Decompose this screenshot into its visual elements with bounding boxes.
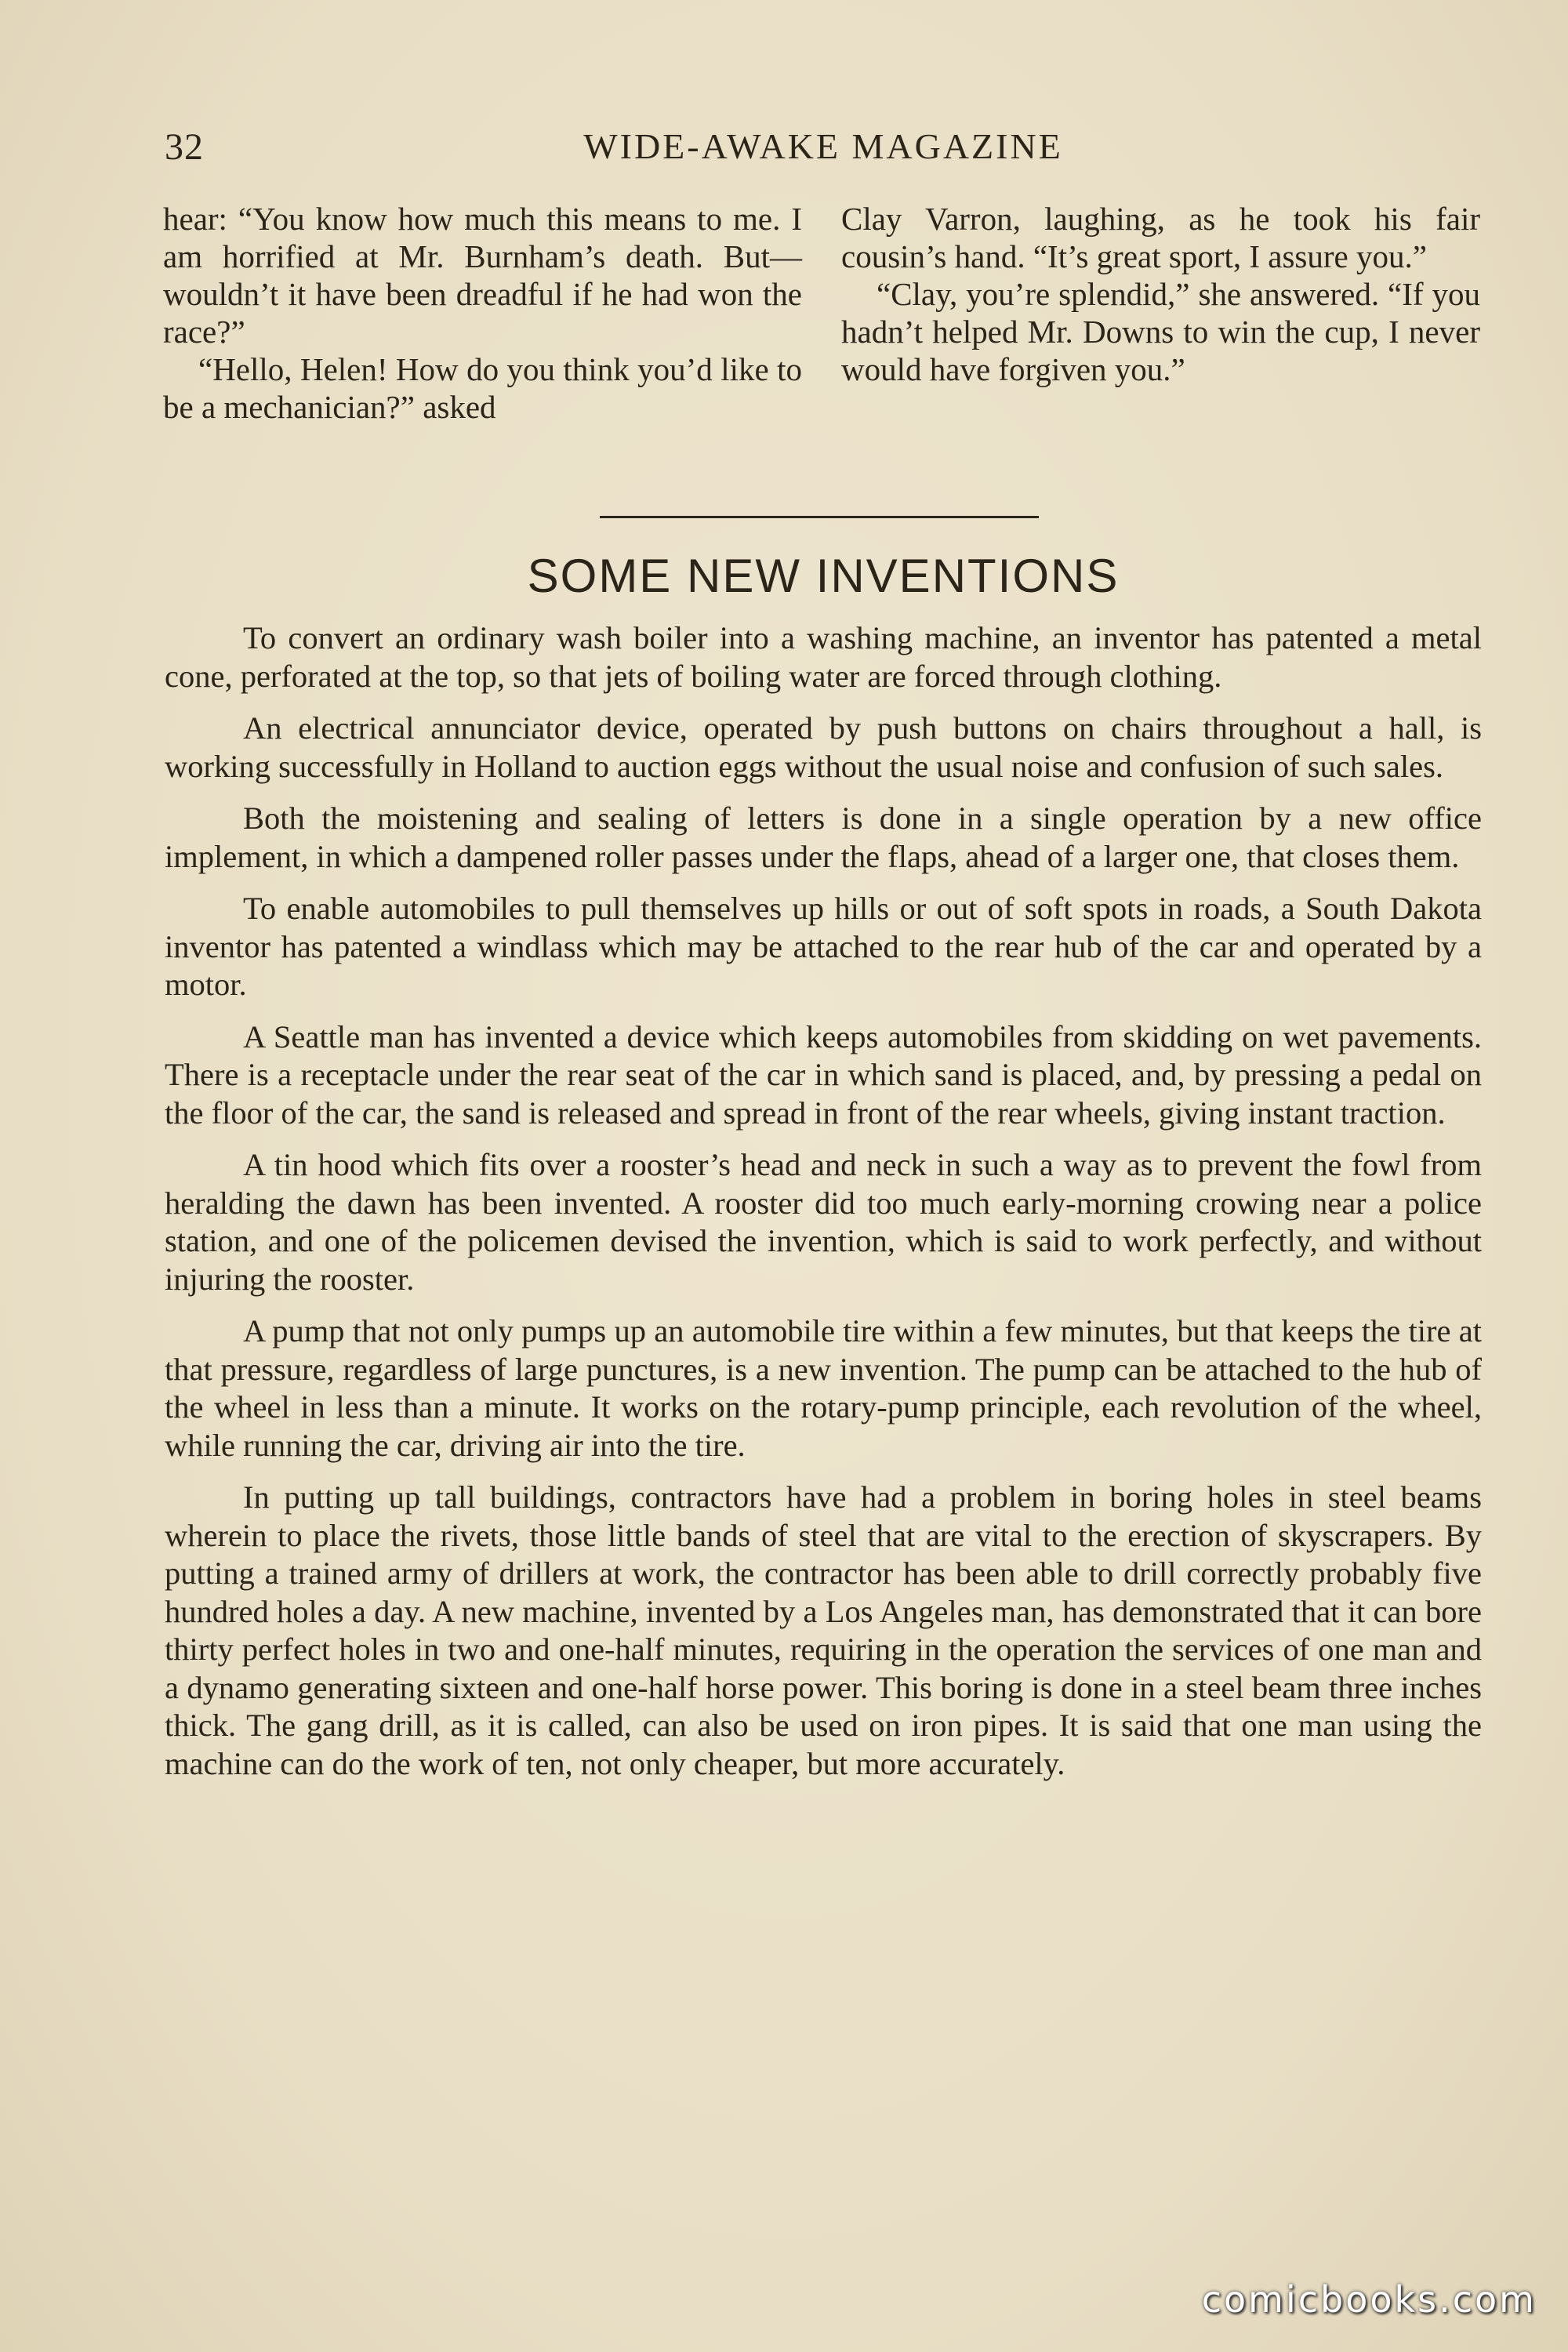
article-paragraph: A pump that not only pumps up an automobile tire within a few minutes, but that keeps the tire at that pressure, regardless of large punctures, is a new invention. The pump can be attached to the hub of the wheel in less than a minute. It works on the rotary-pump principle, each revolution of the wheel, while running the car, driving air into the tire. xyxy=(165,1313,1482,1463)
story-continuation xyxy=(163,200,1480,426)
story-paragraph: “Hello, Helen! How do you think you’d like to be a mechanician?” asked xyxy=(163,351,802,425)
page-number: 32 xyxy=(165,126,204,168)
article-paragraph: Both the moistening and sealing of letters is done in a single operation by a new office implement, in which a dampened roller passes under the flaps, ahead of a larger one, that closes them. xyxy=(165,800,1482,874)
right-column xyxy=(841,200,1480,426)
story-paragraph: hear: “You know how much this means to me. I am horrified at Mr. Burnham’s death. But—wouldn’t it have been dreadful if he had won the race?” xyxy=(163,201,802,350)
left-column xyxy=(163,200,802,426)
article-paragraph: A tin hood which fits over a rooster’s head and neck in such a way as to prevent the fowl from heralding the dawn has been invented. A rooster did too much early-morning crowing near a police station, and one of the policemen devised the invention, which is said to work perfectly, and without injuring the rooster. xyxy=(165,1147,1482,1297)
page-header xyxy=(165,118,1482,180)
section-divider xyxy=(600,516,1039,518)
article-paragraph: To enable automobiles to pull themselves up hills or out of soft spots in roads, a South Dakota inventor has patented a windlass which may be attached to the rear hub of the car and operated by a motor. xyxy=(165,891,1482,1002)
article-paragraph: To convert an ordinary wash boiler into a washing machine, an inventor has patented a metal cone, perforated at the top, so that jets of boiling water are forced through clothing. xyxy=(165,620,1482,694)
article-paragraph: In putting up tall buildings, contractors have had a problem in boring holes in steel beams wherein to place the rivets, those little bands of steel that are vital to the erection of skyscrapers. By putting a trained army of drillers at work, the contractor has been able to drill correctly probably five hundred holes a day. A new machine, invented by a Los Angeles man, has demonstrated that it can bore thirty perfect holes in two and one-half minutes, requiring in the operation the services of one man and a dynamo generating sixteen and one-half horse power. This boring is done in a steel beam three inches thick. The gang drill, as it is called, can also be used on iron pipes. It is said that one man using the machine can do the work of ten, not only cheaper, but more accurately. xyxy=(165,1479,1482,1781)
watermark: comicbooks.com xyxy=(1201,2278,1537,2321)
article-body xyxy=(165,619,1482,1797)
story-paragraph: Clay Varron, laughing, as he took his fair cousin’s hand. “It’s great sport, I assure you.” xyxy=(841,201,1480,274)
article-paragraph: A Seattle man has invented a device which keeps automobiles from skidding on wet pavements. There is a receptacle under the rear seat of the car in which sand is placed, and, by pressing a pedal on the floor of the car, the sand is released and spread in front of the rear wheels, giving instant traction. xyxy=(165,1018,1482,1131)
running-title: WIDE-AWAKE MAGAZINE xyxy=(583,126,1063,166)
article-title: SOME NEW INVENTIONS xyxy=(527,550,1120,602)
article-paragraph: An electrical annunciator device, operated by push buttons on chairs throughout a hall, is working successfully in Holland to auction eggs without the usual noise and confusion of such sales. xyxy=(165,710,1482,784)
story-paragraph: “Clay, you’re splendid,” she answered. “If you hadn’t helped Mr. Downs to win the cup, I never would have forgiven you.” xyxy=(841,276,1480,387)
